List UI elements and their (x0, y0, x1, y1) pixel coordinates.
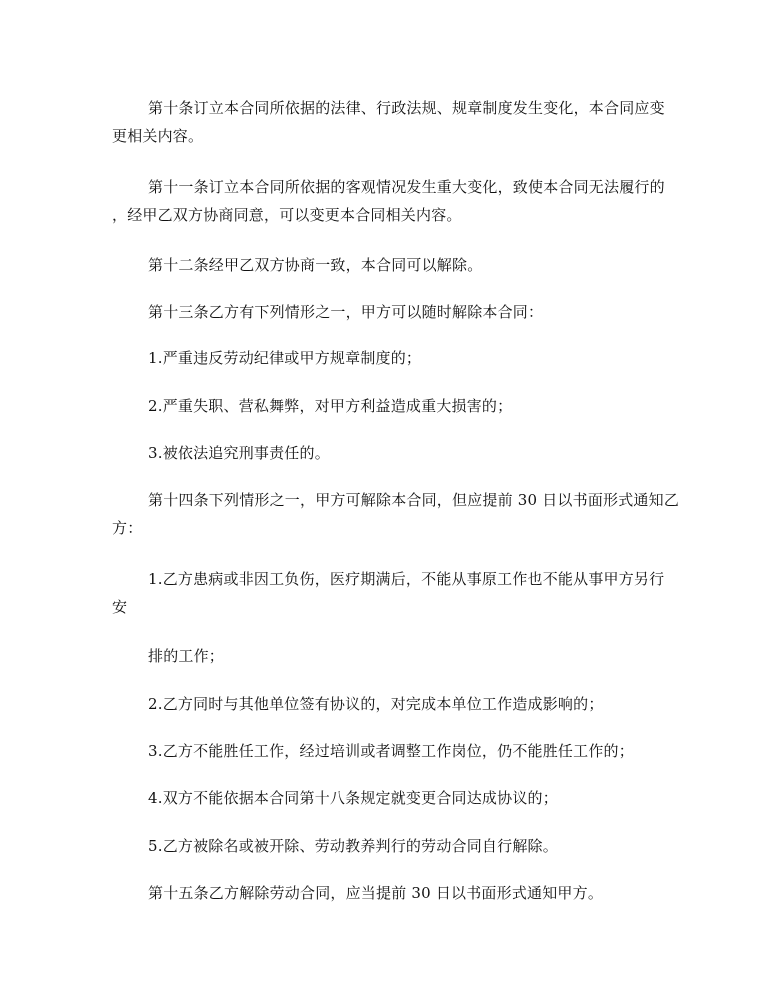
text-line: 第十二条经甲乙双方协商一致，本合同可以解除。 (148, 256, 483, 274)
list-item-13-1 (112, 344, 660, 372)
text-line: 安 (112, 598, 128, 616)
text-line: 第十条订立本合同所依据的法律、行政法规、规章制度发生变化，本合同应变 (148, 99, 665, 117)
paragraph-article-11 (112, 173, 665, 229)
text-line: 1.乙方患病或非因工负伤，医疗期满后，不能从事原工作也不能从事甲方另行 (148, 570, 665, 588)
paragraph-article-13 (112, 298, 660, 326)
text-line: 第十五条乙方解除劳动合同，应当提前 30 日以书面形式通知甲方。 (148, 884, 604, 902)
text-line: 5.乙方被除名或被开除、劳动教养判行的劳动合同自行解除。 (148, 837, 558, 855)
text-line: ，经甲乙双方协商同意，可以变更本合同相关内容。 (112, 206, 462, 224)
paragraph-article-12 (112, 251, 660, 279)
text-line: 第十四条下列情形之一，甲方可解除本合同，但应提前 30 日以书面形式通知乙 (148, 491, 680, 509)
list-item-14-5 (112, 832, 660, 860)
list-item-14-1-cont (112, 642, 660, 670)
text-line: 方： (112, 519, 143, 537)
list-item-14-2 (112, 690, 660, 718)
text-line: 排的工作； (148, 647, 225, 665)
list-item-14-3 (112, 737, 660, 765)
text-line: 1.严重违反劳动纪律或甲方规章制度的； (148, 349, 422, 367)
list-item-13-2 (112, 392, 660, 420)
paragraph-article-14 (112, 486, 680, 542)
text-line: 第十一条订立本合同所依据的客观情况发生重大变化，致使本合同无法履行的 (148, 178, 665, 196)
text-line: 更相关内容。 (112, 127, 204, 145)
text-line: 2.严重失职、营私舞弊，对甲方利益造成重大损害的； (148, 397, 513, 415)
text-line: 2.乙方同时与其他单位签有协议的，对完成本单位工作造成影响的； (148, 695, 604, 713)
text-line: 第十三条乙方有下列情形之一，甲方可以随时解除本合同： (148, 303, 544, 321)
text-line: 3.乙方不能胜任工作，经过培训或者调整工作岗位，仍不能胜任工作的； (148, 742, 634, 760)
text-line: 4.双方不能依据本合同第十八条规定就变更合同达成协议的； (148, 789, 558, 807)
list-item-13-3 (112, 439, 660, 467)
paragraph-article-10 (112, 94, 665, 150)
list-item-14-1 (112, 565, 665, 621)
list-item-14-4 (112, 784, 660, 812)
paragraph-article-15 (112, 879, 660, 907)
text-line: 3.被依法追究刑事责任的。 (148, 444, 330, 462)
